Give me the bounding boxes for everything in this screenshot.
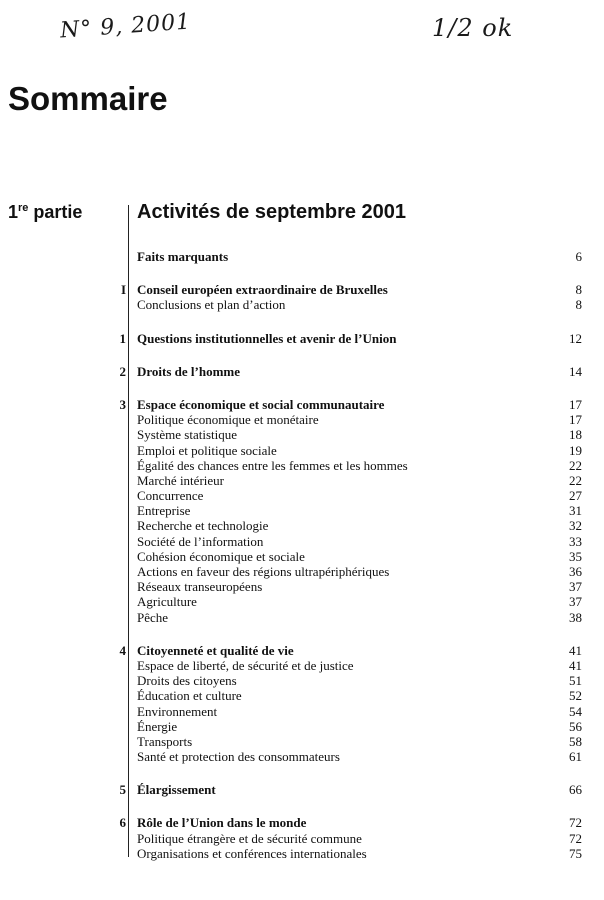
- toc-page-number: 22: [569, 472, 582, 488]
- toc-chapter-number: 1: [119, 330, 126, 346]
- toc-page-number: 27: [569, 488, 582, 504]
- toc-chapter-number: 5: [119, 782, 126, 798]
- toc-chapter-number: 3: [119, 396, 126, 412]
- toc-entry-label: Éducation et culture: [137, 688, 242, 704]
- part-label-ordinal: re: [18, 202, 29, 214]
- toc-entry-label: Agriculture: [137, 594, 197, 610]
- toc-page-number: 31: [569, 503, 582, 519]
- toc-page-number: 22: [569, 457, 582, 473]
- toc-page-number: 8: [575, 297, 582, 313]
- toc-page-number: 37: [569, 594, 582, 610]
- toc-entry-label: Marché intérieur: [137, 472, 224, 488]
- toc-entry-label: Cohésion économique et sociale: [137, 548, 305, 564]
- toc-entry-label: Espace de liberté, de sécurité et de justice: [137, 657, 354, 673]
- toc-entry-row: [0, 549, 604, 564]
- toc-page-number: 72: [569, 830, 582, 846]
- toc-page-number: 19: [569, 442, 582, 458]
- toc-entry-row: [0, 734, 604, 749]
- toc-entry-label: Pêche: [137, 609, 169, 625]
- page-title: Sommaire: [8, 80, 168, 117]
- toc-entry-label: Système statistique: [137, 427, 238, 443]
- toc-heading-row: [0, 815, 604, 830]
- toc-entry-label: Environnement: [137, 703, 218, 719]
- toc-page-number: 18: [569, 427, 582, 443]
- toc-entry-label: Conseil européen extraordinaire de Bruxelles: [137, 282, 388, 298]
- toc-page-number: 52: [569, 688, 582, 704]
- toc-chapter-number: 6: [119, 815, 126, 831]
- toc-group: [0, 282, 604, 312]
- toc-page-number: 14: [569, 363, 582, 379]
- toc-heading-row: [0, 249, 604, 264]
- toc-group: [0, 331, 604, 346]
- toc-entry-row: [0, 719, 604, 734]
- toc-entry-row: [0, 749, 604, 764]
- toc-heading-row: [0, 282, 604, 297]
- toc-heading-row: [0, 782, 604, 797]
- toc-chapter-number: 4: [119, 642, 126, 658]
- toc-page-number: 61: [569, 749, 582, 765]
- toc-heading-row: [0, 331, 604, 346]
- toc-group: [0, 643, 604, 765]
- toc-page-number: 56: [569, 718, 582, 734]
- toc-group: [0, 815, 604, 861]
- toc-entry-row: [0, 846, 604, 861]
- toc-entry-label: Société de l’information: [137, 533, 264, 549]
- toc-entry-row: [0, 831, 604, 846]
- toc-entry-label: Politique économique et monétaire: [137, 412, 319, 428]
- toc-group: [0, 782, 604, 797]
- handwritten-check-note: 1/2 ok: [432, 14, 514, 42]
- toc-page-number: 17: [569, 396, 582, 412]
- toc-page-number: 38: [569, 609, 582, 625]
- toc-entry-label: Conclusions et plan d’action: [137, 297, 286, 313]
- toc-page-number: 51: [569, 673, 582, 689]
- toc-entry-row: [0, 688, 604, 703]
- section-title: Activités de septembre 2001: [137, 201, 407, 223]
- toc-page-number: 17: [569, 412, 582, 428]
- toc-entry-label: Questions institutionnelles et avenir de l’Union: [137, 330, 397, 346]
- toc-entry-label: Citoyenneté et qualité de vie: [137, 642, 294, 658]
- toc-entry-label: Élargissement: [137, 782, 216, 798]
- toc-entry-row: [0, 443, 604, 458]
- toc-entry-label: Droits des citoyens: [137, 673, 237, 689]
- toc-page-number: 75: [569, 845, 582, 861]
- toc-entry-label: Santé et protection des consommateurs: [137, 749, 340, 765]
- toc-entry-row: [0, 458, 604, 473]
- toc-heading-row: [0, 643, 604, 658]
- toc-entry-label: Rôle de l’Union dans le monde: [137, 815, 307, 831]
- toc-entry-label: Recherche et technologie: [137, 518, 269, 534]
- handwritten-issue-note: N° 9, 2001: [59, 9, 192, 44]
- toc-page-number: 37: [569, 579, 582, 595]
- toc-heading-row: [0, 364, 604, 379]
- toc-group: [0, 249, 604, 264]
- toc-entry-label: Réseaux transeuropéens: [137, 579, 263, 595]
- toc-page-number: 33: [569, 533, 582, 549]
- toc-page-number: 36: [569, 564, 582, 579]
- toc-group: [0, 397, 604, 625]
- toc-entry-row: [0, 427, 604, 442]
- toc-page-number: 41: [569, 642, 582, 658]
- toc-group: [0, 364, 604, 379]
- toc-entry-row: [0, 673, 604, 688]
- toc-entry-row: [0, 534, 604, 549]
- toc-entry-row: [0, 412, 604, 427]
- toc-entry-label: Transports: [137, 733, 193, 749]
- toc-page-number: 12: [569, 330, 582, 346]
- toc-page-number: 6: [575, 249, 582, 264]
- toc-entry-label: Énergie: [137, 718, 178, 734]
- toc-entry-row: [0, 594, 604, 609]
- table-of-contents: [0, 249, 604, 879]
- toc-page-number: 41: [569, 657, 582, 673]
- toc-entry-row: [0, 704, 604, 719]
- toc-entry-label: Emploi et politique sociale: [137, 442, 277, 458]
- toc-entry-row: [0, 579, 604, 594]
- toc-page-number: 66: [569, 782, 582, 798]
- part-label-word: partie: [28, 202, 83, 222]
- toc-entry-row: [0, 564, 604, 579]
- toc-entry-label: Égalité des chances entre les femmes et les hommes: [137, 457, 408, 473]
- toc-entry-row: [0, 503, 604, 518]
- toc-entry-label: Actions en faveur des régions ultrapériphériques: [137, 564, 390, 579]
- toc-entry-row: [0, 518, 604, 533]
- toc-entry-row: [0, 297, 604, 312]
- toc-page-number: 58: [569, 733, 582, 749]
- toc-entry-label: Entreprise: [137, 503, 191, 519]
- toc-page-number: 32: [569, 518, 582, 534]
- toc-entry-label: Organisations et conférences internationales: [137, 845, 367, 861]
- toc-entry-row: [0, 488, 604, 503]
- part-label-number: 1: [8, 202, 19, 222]
- toc-chapter-number: 2: [119, 363, 126, 379]
- toc-page-number: 35: [569, 548, 582, 564]
- toc-entry-label: Politique étrangère et de sécurité commune: [137, 830, 362, 846]
- toc-entry-label: Espace économique et social communautaire: [137, 396, 385, 412]
- toc-entry-row: [0, 473, 604, 488]
- toc-heading-row: [0, 397, 604, 412]
- toc-entry-label: Droits de l’homme: [137, 363, 241, 379]
- toc-entry-label: Faits marquants: [137, 249, 229, 264]
- toc-entry-row: [0, 658, 604, 673]
- toc-entry-label: Concurrence: [137, 488, 204, 504]
- toc-chapter-number: I: [120, 282, 126, 298]
- toc-page-number: 8: [575, 282, 582, 298]
- toc-entry-row: [0, 610, 604, 625]
- toc-page-number: 72: [569, 815, 582, 831]
- toc-page-number: 54: [569, 703, 582, 719]
- part-label: [8, 202, 82, 223]
